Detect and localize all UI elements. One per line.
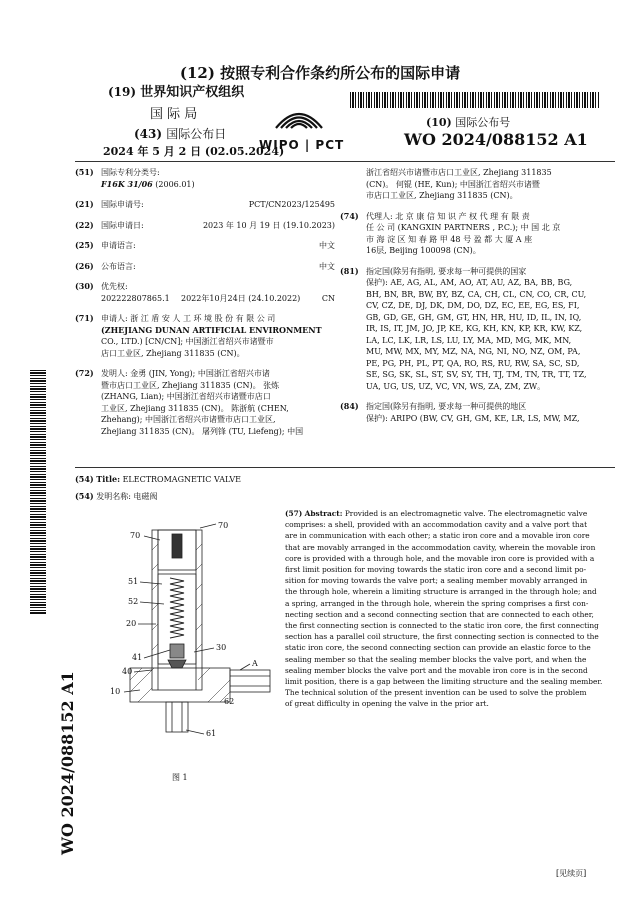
valve-drawing	[90, 520, 280, 750]
field-num: (84)	[340, 401, 359, 411]
states-line: 保护): AE, AG, AL, AM, AO, AT, AU, AZ, BA, BB, BG,	[366, 278, 573, 287]
field-74	[340, 211, 598, 257]
fig-label: 41	[132, 653, 143, 662]
abstract-line: static iron core, the second connecting section can provide an elastic force to the	[285, 643, 591, 653]
fig-label: 51	[128, 577, 139, 586]
pubdate-label-text: 国际公布日	[166, 127, 227, 141]
field-num: (54)	[75, 474, 94, 484]
fig-label: 70	[130, 531, 141, 540]
abstract-line: the first connecting section is connected to the static iron core, the first connecting	[285, 621, 599, 631]
field-value: 中文	[319, 261, 335, 271]
abstract-line: sealing member so that the sealing member blocks the valve port, and when the	[285, 654, 587, 664]
priority-country: CN	[321, 293, 335, 303]
field-label: 申请语言:	[101, 241, 136, 250]
inventor-line: 浙江省绍兴市诸暨市店口工业区, Zhejiang 311835	[366, 168, 552, 177]
inventor-line: Zhehang); 中国浙江省绍兴市诸暨市店口工业区,	[101, 415, 276, 424]
field-71	[75, 313, 335, 359]
field-num: (57)	[285, 509, 303, 518]
field-30	[75, 281, 335, 293]
field-num: (21)	[75, 199, 94, 209]
field-num: (30)	[75, 281, 94, 291]
field-value: 中文	[319, 241, 335, 250]
priority-row	[75, 293, 335, 305]
abstract-line: limit position, there is a gap between the limiting structure and the sealing member.	[285, 677, 603, 687]
fig-label: 10	[110, 687, 121, 696]
wipo-logo	[270, 98, 328, 140]
continued-marker: [见续页]	[556, 869, 587, 878]
field-label: 公布语言:	[101, 261, 136, 271]
agent-line: 任 公 司 (KANGXIN PARTNERS , P.C.); 中 国 北 京	[366, 223, 561, 232]
header-rule	[75, 161, 615, 162]
inventor-line: (CN)。 何锟 (HE, Kun); 中国浙江省绍兴市诸暨	[366, 179, 540, 189]
abstract-line: of great difficulty in opening the valve in the prior art.	[285, 699, 489, 709]
states-line: PE, PG, PH, PL, PT, QA, RO, RS, RU, RW, SA, SC, SD,	[366, 358, 580, 368]
side-barcode	[30, 370, 46, 615]
pubdate-label	[134, 125, 226, 142]
title-value: ELECTROMAGNETIC VALVE	[122, 475, 241, 484]
agent-block	[366, 211, 598, 257]
abstract-label: Abstract:	[304, 509, 343, 518]
field-label: 国际专利分类号:	[101, 168, 160, 177]
abstract-line: are in communication with each other; a static iron core and a movable iron core	[285, 531, 590, 541]
left-column	[75, 167, 335, 437]
priority-app: 202222807865.1	[101, 293, 170, 303]
states-line: CV, CZ, DE, DJ, DK, DM, DO, DZ, EC, EE, EG, ES, FI,	[366, 301, 580, 310]
states-line: UA, UG, US, UZ, VC, VN, WS, ZA, ZM, ZW。	[366, 381, 546, 391]
agent-line: 代理人: 北 京 康 信 知 识 产 权 代 理 有 限 责	[366, 211, 530, 221]
abstract-line: comprises: a shell, provided with an accommodation cavity and a valve port that	[285, 520, 588, 530]
field-label: 国际申请号:	[101, 200, 144, 209]
field-label: 优先权:	[101, 282, 128, 291]
abstract-line: The technical solution of the present invention can be used to solve the problem	[285, 688, 587, 698]
inventor-block	[101, 368, 335, 437]
inventor-line: 发明人: 金勇 (JIN, Yong); 中国浙江省绍兴市诸	[101, 369, 270, 378]
fig-label: 40	[122, 667, 133, 676]
field-num: (81)	[340, 265, 359, 276]
field-value: PCT/CN2023/125495	[248, 200, 335, 209]
fig-label: 20	[126, 619, 137, 628]
regional-line: 保护): ARIPO (BW, CV, GH, GM, KE, LR, LS, MW, MZ,	[366, 413, 580, 423]
designated-states-block	[366, 266, 598, 393]
applicant-line: (ZHEJIANG DUNAN ARTIFICIAL ENVIRONMENT	[101, 324, 322, 335]
abstract-line	[285, 508, 601, 519]
field-num: (54)	[75, 491, 94, 501]
title-value: 电磁阀	[133, 492, 158, 501]
org-bureau: 国 际 局	[150, 107, 198, 122]
states-line: 指定国(除另有指明, 要求每一种可提供的国家	[366, 266, 527, 276]
field-value: 2023 年 10 月 19 日 (19.10.2023)	[202, 220, 335, 230]
fig-label: A	[252, 659, 258, 668]
field-51	[75, 167, 335, 179]
regional-line: 指定国(除另有指明, 要求每一种可提供的地区	[366, 402, 527, 411]
pubdate-value: 2024 年 5 月 2 日 (02.05.2024)	[103, 145, 285, 158]
fig-label: 30	[216, 643, 227, 652]
fig-label: 52	[128, 597, 139, 606]
applicant-block	[101, 313, 335, 359]
field-72	[75, 368, 335, 437]
applicant-line: CO., LTD.) [CN/CN]; 中国浙江省绍兴市诸暨市	[101, 337, 274, 346]
field-num: (26)	[75, 260, 94, 271]
pubno-num: (10)	[426, 116, 452, 129]
figure-1	[90, 520, 280, 750]
abstract-line: a spring, arranged in the through hole, wherein the spring comprises a first con-	[285, 598, 589, 608]
abstract-line: necting section and a second connecting section that are connected to each other,	[285, 609, 594, 619]
pubno-label-text: 国际公布号	[455, 116, 511, 129]
states-line: BH, BN, BR, BW, BY, BZ, CA, CH, CL, CN, CO, CR, CU,	[366, 289, 587, 299]
section-rule	[75, 467, 615, 468]
wipo-logo-text: WIPO | PCT	[259, 138, 345, 152]
agent-line: 16层, Beijing 100098 (CN)。	[366, 246, 481, 255]
field-num: (74)	[340, 210, 359, 221]
title-en	[75, 474, 241, 486]
states-line: LA, LC, LK, LR, LS, LU, LY, MA, MD, MG, MK, MN,	[366, 335, 572, 345]
states-line: SE, SG, SK, SL, ST, SV, SY, TH, TJ, TM, TN, TR, TT, TZ,	[366, 370, 587, 379]
field-num: (72)	[75, 368, 94, 378]
pubno-label	[426, 114, 510, 130]
title-zh	[75, 491, 158, 503]
abstract-line: first limit position for moving towards the static iron core and a second limit po-	[285, 565, 587, 575]
agent-line: 市 海 淀 区 知 春 路 甲 48 号 盈 都 大 厦 A 座	[366, 234, 533, 244]
side-pubno: WO 2024/088152 A1	[58, 671, 77, 855]
fig-label: 62	[224, 697, 235, 706]
document-title: (12) 按照专利合作条约所公布的国际申请	[179, 64, 461, 82]
abstract-line: that are movably arranged in the accommodation cavity, wherein the movable iron	[285, 542, 596, 552]
org-block	[108, 86, 244, 99]
right-column	[340, 167, 598, 424]
applicant-line: 店口工业区, Zhejiang 311835 (CN)。	[101, 348, 245, 358]
figure-caption: 图 1	[172, 773, 188, 782]
abstract-line: core is provided with a through hole, and the movable iron core is provided with a	[285, 553, 595, 563]
field-num: (22)	[75, 219, 94, 230]
field-num: (25)	[75, 240, 94, 250]
priority-date: 2022年10月24日 (24.10.2022)	[181, 293, 301, 303]
inventor-continued	[340, 167, 598, 202]
wipo-emblem-icon	[270, 98, 328, 140]
field-84	[340, 401, 598, 424]
field-label: 发明名称:	[96, 492, 131, 501]
applicant-line: 申请人: 浙 江 盾 安 人 工 环 境 股 份 有 限 公 司	[101, 314, 276, 323]
states-line: MU, MW, MX, MY, MZ, NA, NG, NI, NO, NZ, OM, PA,	[366, 347, 581, 356]
org-name: 世界知识产权组织	[140, 85, 245, 100]
abstract-line: the through hole, wherein a limiting structure is arranged in the through hole; and	[285, 587, 597, 597]
fig-label: 70	[218, 521, 229, 530]
pubdate-num: (43)	[134, 127, 163, 141]
org-num: (19)	[108, 85, 137, 99]
abstract-line: sealing member blocks the valve port and the movable iron core is in the second	[285, 665, 588, 675]
ipc-version: (2006.01)	[152, 179, 195, 189]
fig-label: 61	[206, 729, 217, 738]
barcode	[350, 92, 600, 108]
states-line: IR, IS, IT, JM, JO, JP, KE, KG, KH, KN, KP, KR, KW, KZ,	[366, 324, 583, 333]
field-51-value	[75, 179, 335, 191]
field-22	[75, 220, 335, 232]
abstract-line: section has a parallel coil structure, the first connecting section is connected to the	[285, 632, 599, 642]
states-line: GB, GD, GE, GH, GM, GT, HN, HR, HU, ID, IL, IN, IQ,	[366, 312, 582, 322]
field-81	[340, 266, 598, 393]
inventor-line: 工业区, Zhejiang 311835 (CN)。 陈浙航 (CHEN,	[101, 403, 289, 413]
field-26	[75, 261, 335, 273]
inventor-line: 暨市店口工业区, Zhejiang 311835 (CN)。 张炼	[101, 380, 280, 390]
regional-states-block	[366, 401, 598, 424]
field-25	[75, 240, 335, 252]
abstract-line: sition for moving towards the valve port; a sealing member movably arranged in	[285, 576, 588, 586]
abstract	[285, 508, 601, 710]
inventor-line: (ZHANG, Lian); 中国浙江省绍兴市诸暨市店口	[101, 392, 271, 401]
field-num: (71)	[75, 313, 94, 323]
inventor-line: 市店口工业区, Zhejiang 311835 (CN)。	[366, 191, 518, 200]
field-label: Title:	[96, 474, 121, 484]
field-label: 国际申请日:	[101, 220, 144, 230]
inventor-line: Zhejiang 311835 (CN)。 屠列锋 (TU, Liefeng); 中国	[101, 426, 304, 436]
field-num: (51)	[75, 167, 94, 177]
field-21	[75, 199, 335, 211]
abstract-text: Provided is an electromagnetic valve. The electromagnetic valve	[344, 509, 588, 518]
ipc-code: F16K 31/06	[101, 178, 153, 189]
pubno-value: WO 2024/088152 A1	[404, 130, 588, 149]
